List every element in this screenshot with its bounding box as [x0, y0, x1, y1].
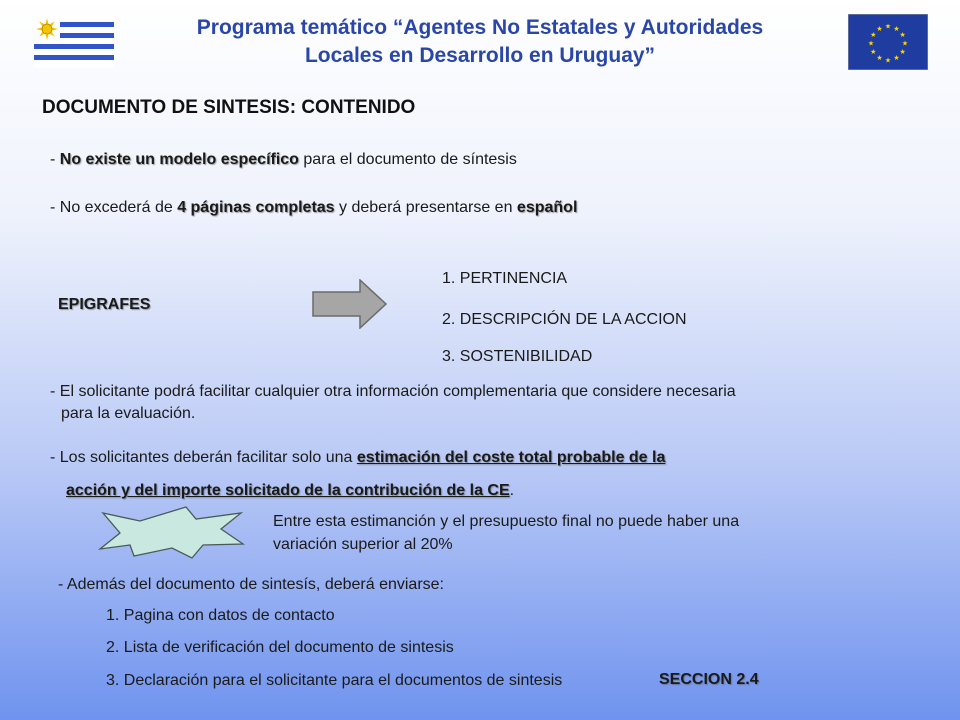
extra-item-contact: 1. Pagina con datos de contacto — [106, 607, 335, 624]
requirement-pages — [50, 199, 577, 217]
uruguay-flag-icon — [34, 16, 114, 68]
title-line-1: Programa temático “Agentes No Estatales y Autoridades — [196, 16, 764, 39]
svg-text:★: ★ — [876, 54, 883, 63]
cost-end: . — [509, 482, 515, 499]
svg-text:★: ★ — [870, 31, 877, 39]
requirement-model-bold: No existe un modelo específico — [59, 151, 299, 168]
svg-text:★: ★ — [899, 48, 906, 56]
epigrafe-item-pertinencia: 1. PERTINENCIA — [442, 270, 568, 287]
requirement-pages-bold: 4 páginas completas — [177, 199, 335, 216]
page-title — [130, 14, 830, 70]
cost-line-1 — [50, 449, 665, 467]
section-reference: SECCION 2.4 — [659, 671, 759, 688]
variation-note-line-2: variación superior al 20% — [273, 536, 453, 553]
svg-text:★: ★ — [876, 24, 883, 33]
svg-text:★: ★ — [884, 56, 892, 65]
requirement-pages-prefix: - No excederá de — [50, 199, 178, 216]
extra-intro: - Además del documento de sintesís, deberá enviarse: — [58, 576, 444, 593]
epigrafe-item-descripcion: 2. DESCRIPCIÓN DE LA ACCION — [442, 311, 687, 328]
svg-text:★: ★ — [893, 24, 900, 33]
requirement-pages-mid: y deberá presentarse en — [334, 199, 517, 216]
svg-text:★: ★ — [870, 48, 877, 56]
variation-note-line-1: Entre esta estimanción y el presupuesto final no puede haber una — [273, 513, 740, 530]
extra-item-declaration: 3. Declaración para el solicitante para el documentos de sintesis — [106, 672, 563, 689]
epigrafes-label: EPIGRAFES — [58, 296, 151, 313]
info-line-2: para la evaluación. — [61, 405, 196, 422]
svg-text:★: ★ — [884, 22, 892, 31]
extra-item-checklist: 2. Lista de verificación del documento de sintesis — [106, 639, 454, 656]
epigrafe-item-sostenibilidad: 3. SOSTENIBILIDAD — [442, 348, 593, 365]
requirement-prefix: - — [50, 151, 60, 168]
info-line-1: - El solicitante podrá facilitar cualquier otra información complementaria que considere necesaria — [50, 383, 736, 400]
requirement-model — [50, 151, 517, 169]
eu-flag-icon — [848, 14, 928, 70]
svg-text:★: ★ — [901, 39, 909, 48]
cost-bold-2: acción y del importe solicitado de la contribución de la CE — [66, 482, 510, 499]
cost-line-2 — [66, 482, 514, 500]
svg-text:★: ★ — [899, 31, 906, 39]
title-line-2: Locales en Desarrollo en Uruguay” — [304, 44, 656, 67]
right-arrow-icon — [312, 279, 388, 329]
cost-bold-1: estimación del coste total probable de la — [356, 449, 666, 466]
cost-prefix: - Los solicitantes deberán facilitar solo una — [50, 449, 357, 466]
starburst-icon — [98, 502, 246, 560]
section-heading: DOCUMENTO DE SINTESIS: CONTENIDO — [42, 97, 416, 118]
requirement-language-bold: español — [516, 199, 578, 216]
svg-text:★: ★ — [867, 39, 875, 48]
svg-text:★: ★ — [893, 54, 900, 63]
requirement-model-rest: para el documento de síntesis — [298, 151, 517, 168]
